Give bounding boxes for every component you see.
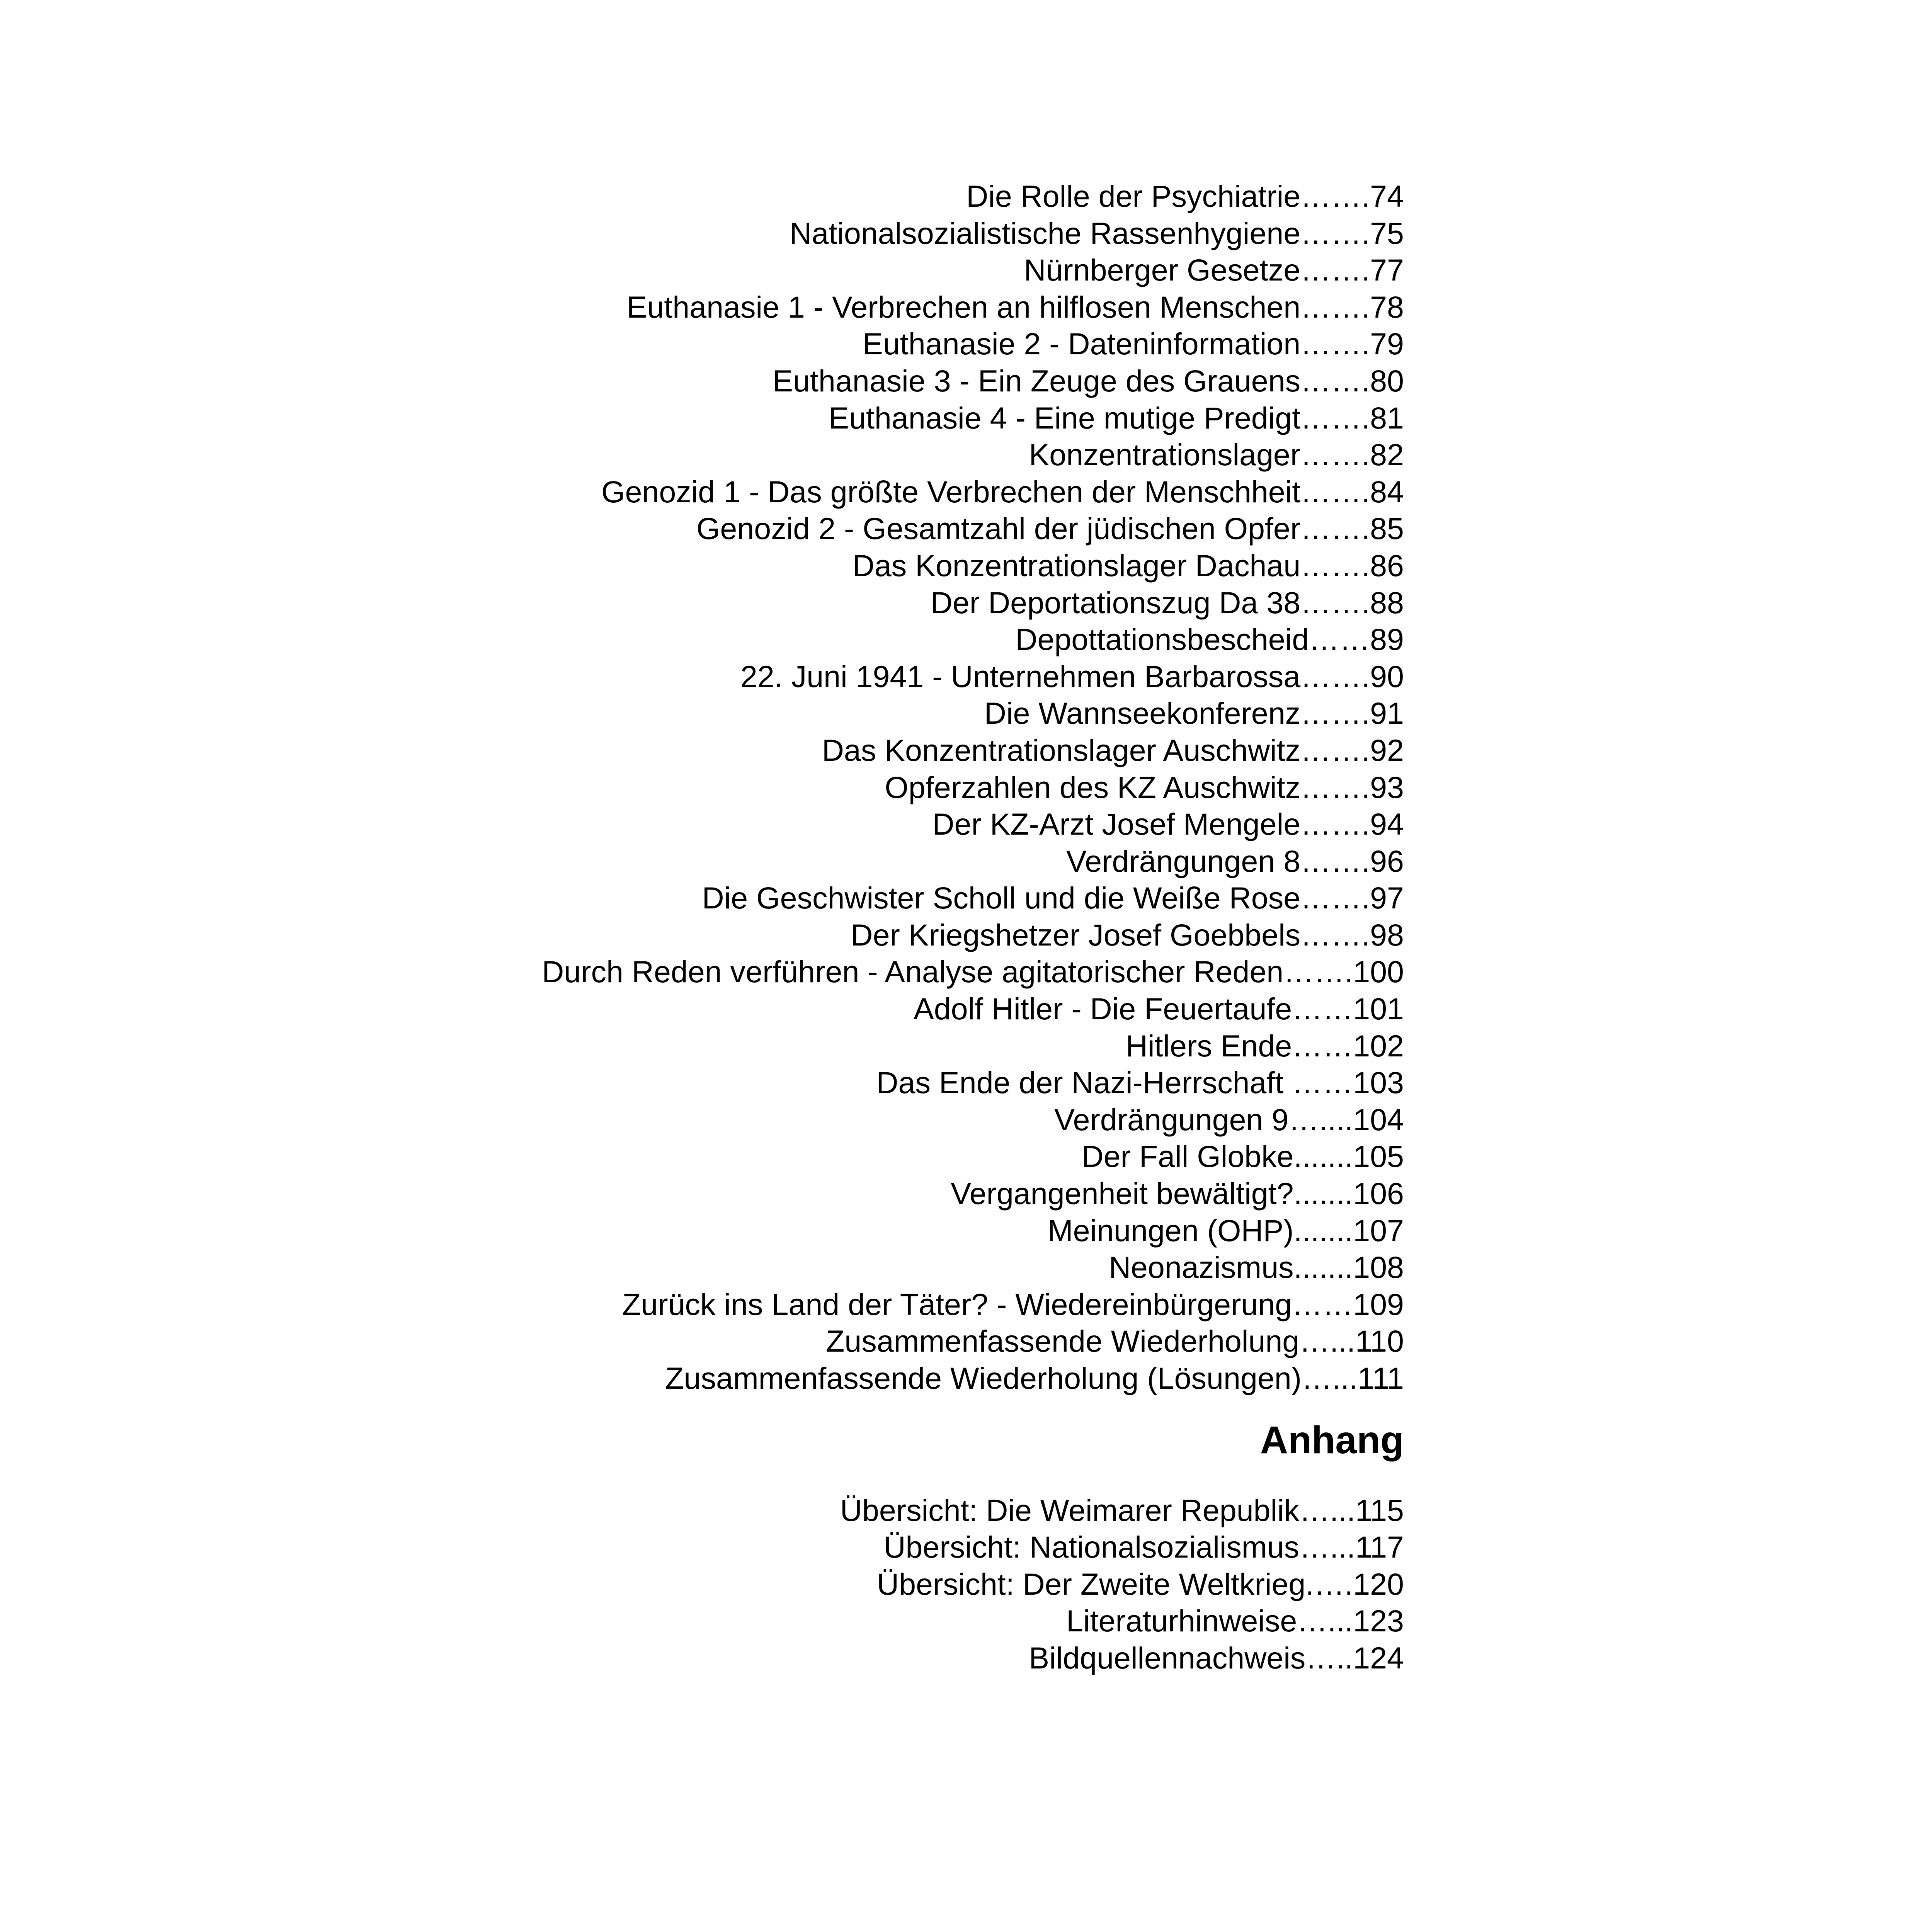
toc-entry-page-number: 101: [1353, 992, 1404, 1026]
toc-entry-page-number: 117: [1355, 1530, 1404, 1565]
toc-entry-title: Genozid 2 - Gesamtzahl der jüdischen Opfer: [696, 511, 1301, 546]
toc-entry: [90, 1529, 1404, 1566]
toc-entry-page-number: 82: [1370, 437, 1404, 472]
toc-entry-page-number: 75: [1370, 216, 1404, 250]
appendix-heading: Anhang: [1260, 1418, 1404, 1462]
toc-entry-page-number: 89: [1370, 622, 1404, 657]
toc-entry-title: Euthanasie 2 - Dateninformation: [863, 327, 1301, 361]
table-of-contents: [90, 178, 1404, 1677]
toc-entry: [90, 1566, 1404, 1603]
toc-entry-leader: …...: [1299, 1530, 1356, 1565]
toc-entry-title: Neonazismus: [1108, 1250, 1294, 1285]
toc-entry-title: Literaturhinweise: [1066, 1604, 1297, 1638]
toc-entry-leader: …….: [1300, 179, 1370, 213]
toc-entry-page-number: 94: [1370, 807, 1404, 842]
toc-entry: [90, 1101, 1404, 1138]
toc-entry-leader: ……: [1292, 992, 1353, 1026]
toc-entry: [90, 1639, 1404, 1677]
toc-entry-page-number: 91: [1370, 696, 1404, 731]
toc-entry: [90, 1492, 1404, 1529]
toc-entry: [90, 621, 1404, 658]
toc-appendix-list: [90, 1492, 1404, 1677]
toc-entry-page-number: 78: [1370, 289, 1404, 324]
toc-entry-leader: …….: [1300, 696, 1370, 731]
toc-entry-leader: …….: [1300, 437, 1370, 472]
toc-entry: [90, 879, 1404, 917]
toc-entry-leader: …….: [1300, 733, 1370, 767]
toc-entry-title: Das Ende der Nazi-Herrschaft: [876, 1065, 1284, 1100]
toc-entry: [90, 1323, 1404, 1360]
toc-entry-title: Konzentrationslager: [1029, 437, 1301, 472]
toc-entry-page-number: 96: [1370, 844, 1404, 878]
toc-entry: [90, 843, 1404, 880]
toc-entry-title: Adolf Hitler - Die Feuertaufe: [914, 992, 1292, 1026]
toc-entry-title: Der Kriegshetzer Josef Goebbels: [851, 917, 1301, 952]
toc-entry-page-number: 77: [1370, 253, 1404, 287]
toc-entry: [90, 1286, 1404, 1323]
toc-entry-leader: …….: [1300, 917, 1370, 952]
toc-entry-page-number: 105: [1353, 1139, 1404, 1174]
toc-entry-title: Übersicht: Nationalsozialismus: [883, 1530, 1300, 1565]
toc-entry-title: Zurück ins Land der Täter? - Wiedereinbürgerung: [622, 1287, 1292, 1321]
toc-entry-leader: …...: [1299, 1324, 1356, 1359]
toc-entry-page-number: 115: [1355, 1493, 1404, 1527]
toc-entry-leader: …...: [1302, 1361, 1358, 1395]
toc-entry: [90, 1602, 1404, 1639]
toc-entry-leader: …….: [1300, 400, 1370, 435]
toc-entry-leader: …….: [1300, 807, 1370, 842]
toc-entry-page-number: 97: [1370, 881, 1404, 915]
toc-entry: [90, 325, 1404, 362]
toc-entry-title: Der Deportationszug Da 38: [930, 585, 1301, 620]
toc-entry-leader: …….: [1300, 253, 1370, 287]
toc-entry: [90, 473, 1404, 510]
toc-entry: [90, 917, 1404, 954]
toc-entry-leader: …….: [1300, 548, 1370, 583]
toc-entry-title: Meinungen (OHP): [1047, 1213, 1294, 1248]
toc-entry-page-number: 80: [1370, 363, 1404, 398]
toc-entry: [90, 769, 1404, 806]
toc-entry-leader: .….: [1305, 1566, 1353, 1601]
toc-entry-title: Die Wannseekonferenz: [984, 696, 1301, 731]
toc-entry-title: Die Geschwister Scholl und die Weiße Rose: [702, 881, 1301, 915]
toc-entry-title: Euthanasie 1 - Verbrechen an hilflosen Menschen: [626, 289, 1301, 324]
toc-entry-page-number: 120: [1353, 1566, 1404, 1601]
toc-entry-leader: …….: [1300, 474, 1370, 509]
toc-entry: [90, 547, 1404, 584]
toc-entry-title: Opferzahlen des KZ Auschwitz: [885, 770, 1301, 804]
toc-entry-page-number: 102: [1353, 1028, 1404, 1063]
toc-entry-leader: ……: [1292, 1028, 1353, 1063]
toc-entry: [90, 436, 1404, 473]
toc-entry-title: Bildquellennachweis: [1029, 1640, 1306, 1675]
toc-entry-page-number: 88: [1370, 585, 1404, 620]
toc-entry: [90, 252, 1404, 289]
toc-entry-title: Übersicht: Die Weimarer Republik: [840, 1493, 1300, 1527]
toc-entry: [90, 362, 1404, 400]
toc-entry-page-number: 98: [1370, 917, 1404, 952]
appendix-heading-block: [90, 1417, 1404, 1463]
toc-entry-leader: …...: [1299, 1493, 1356, 1527]
toc-entry-title: Depottationsbescheid: [1015, 622, 1309, 657]
toc-entry-leader: …….: [1300, 659, 1370, 694]
toc-entry-title: Vergangenheit bewältigt?: [951, 1176, 1294, 1211]
toc-entry-title: Verdrängungen 9: [1054, 1102, 1289, 1137]
toc-entry-title: Der KZ-Arzt Josef Mengele: [932, 807, 1301, 842]
toc-entry-leader: ……: [1292, 1287, 1353, 1321]
toc-entry: [90, 1249, 1404, 1286]
toc-entry-leader: ……: [1283, 1065, 1353, 1100]
toc-entry-title: Nationalsozialistische Rassenhygiene: [790, 216, 1301, 250]
toc-entry-leader: …….: [1300, 770, 1370, 804]
toc-entry-title: Übersicht: Der Zweite Weltkrieg: [877, 1566, 1306, 1601]
toc-entry-page-number: 104: [1353, 1102, 1404, 1137]
toc-entry: [90, 1138, 1404, 1175]
toc-entry-page-number: 90: [1370, 659, 1404, 694]
toc-entry-leader: .......: [1293, 1176, 1353, 1211]
toc-entry-page-number: 106: [1353, 1176, 1404, 1211]
toc-entry-title: Das Konzentrationslager Auschwitz: [822, 733, 1301, 767]
toc-entry: [90, 658, 1404, 695]
toc-entry: [90, 584, 1404, 621]
toc-entry-leader: .......: [1293, 1213, 1353, 1248]
toc-entry-page-number: 107: [1353, 1213, 1404, 1248]
toc-entry-page-number: 79: [1370, 327, 1404, 361]
toc-entry-title: Hitlers Ende: [1125, 1028, 1292, 1063]
toc-entry-leader: …..: [1305, 1640, 1353, 1675]
toc-entry-leader: …….: [1300, 289, 1370, 324]
toc-entry-page-number: 109: [1353, 1287, 1404, 1321]
toc-entry-title: Zusammenfassende Wiederholung (Lösungen): [665, 1361, 1302, 1395]
toc-entry-page-number: 93: [1370, 770, 1404, 804]
toc-entry: [90, 1212, 1404, 1249]
toc-entry-leader: …...: [1297, 1604, 1353, 1638]
toc-entry-leader: …….: [1300, 844, 1370, 878]
toc-entry-leader: …….: [1300, 881, 1370, 915]
toc-entry-page-number: 100: [1353, 954, 1404, 989]
toc-entry-leader: …….: [1300, 363, 1370, 398]
toc-entry-title: Verdrängungen 8: [1066, 844, 1301, 878]
toc-main-list: [90, 178, 1404, 1397]
toc-entry: [90, 1360, 1404, 1397]
toc-entry: [90, 990, 1404, 1027]
toc-entry-page-number: 86: [1370, 548, 1404, 583]
toc-entry: [90, 953, 1404, 990]
toc-entry: [90, 1027, 1404, 1065]
toc-entry-page-number: 108: [1353, 1250, 1404, 1285]
toc-entry-page-number: 85: [1370, 511, 1404, 546]
toc-entry-title: Der Fall Globke: [1081, 1139, 1294, 1174]
toc-entry-title: Die Rolle der Psychiatrie: [966, 179, 1301, 213]
toc-entry-leader: …….: [1300, 216, 1370, 250]
toc-entry-leader: …….: [1300, 585, 1370, 620]
toc-entry: [90, 510, 1404, 547]
toc-entry-title: Euthanasie 3 - Ein Zeuge des Grauens: [773, 363, 1301, 398]
toc-entry-leader: .......: [1293, 1139, 1353, 1174]
toc-entry-page-number: 74: [1370, 179, 1404, 213]
toc-entry-page-number: 124: [1353, 1640, 1404, 1675]
toc-entry-leader: ……: [1309, 622, 1370, 657]
toc-entry-page-number: 111: [1357, 1361, 1404, 1395]
toc-entry-title: Genozid 1 - Das größte Verbrechen der Menschheit: [601, 474, 1301, 509]
toc-entry-page-number: 103: [1353, 1065, 1404, 1100]
toc-entry: [90, 215, 1404, 252]
toc-entry-title: Durch Reden verführen - Analyse agitatorischer Reden: [542, 954, 1284, 989]
toc-entry-page-number: 110: [1355, 1324, 1404, 1359]
toc-entry: [90, 178, 1404, 215]
toc-entry-title: 22. Juni 1941 - Unternehmen Barbarossa: [740, 659, 1301, 694]
toc-entry: [90, 732, 1404, 769]
toc-entry-page-number: 84: [1370, 474, 1404, 509]
toc-entry-leader: …….: [1300, 511, 1370, 546]
toc-entry-leader: .......: [1293, 1250, 1353, 1285]
toc-entry: [90, 1064, 1404, 1101]
toc-entry-title: Euthanasie 4 - Eine mutige Predigt: [829, 400, 1301, 435]
toc-entry: [90, 695, 1404, 732]
toc-entry: [90, 1175, 1404, 1212]
toc-entry-title: Nürnberger Gesetze: [1024, 253, 1301, 287]
toc-entry-title: Zusammenfassende Wiederholung: [826, 1324, 1300, 1359]
toc-entry-page-number: 123: [1353, 1604, 1404, 1638]
toc-entry: [90, 289, 1404, 326]
toc-entry-leader: …….: [1283, 954, 1353, 989]
toc-entry-page-number: 81: [1370, 400, 1404, 435]
toc-entry-title: Das Konzentrationslager Dachau: [852, 548, 1301, 583]
toc-entry-leader: …....: [1288, 1102, 1353, 1137]
toc-entry: [90, 806, 1404, 843]
toc-entry-page-number: 92: [1370, 733, 1404, 767]
toc-entry: [90, 400, 1404, 437]
toc-entry-leader: …….: [1300, 327, 1370, 361]
